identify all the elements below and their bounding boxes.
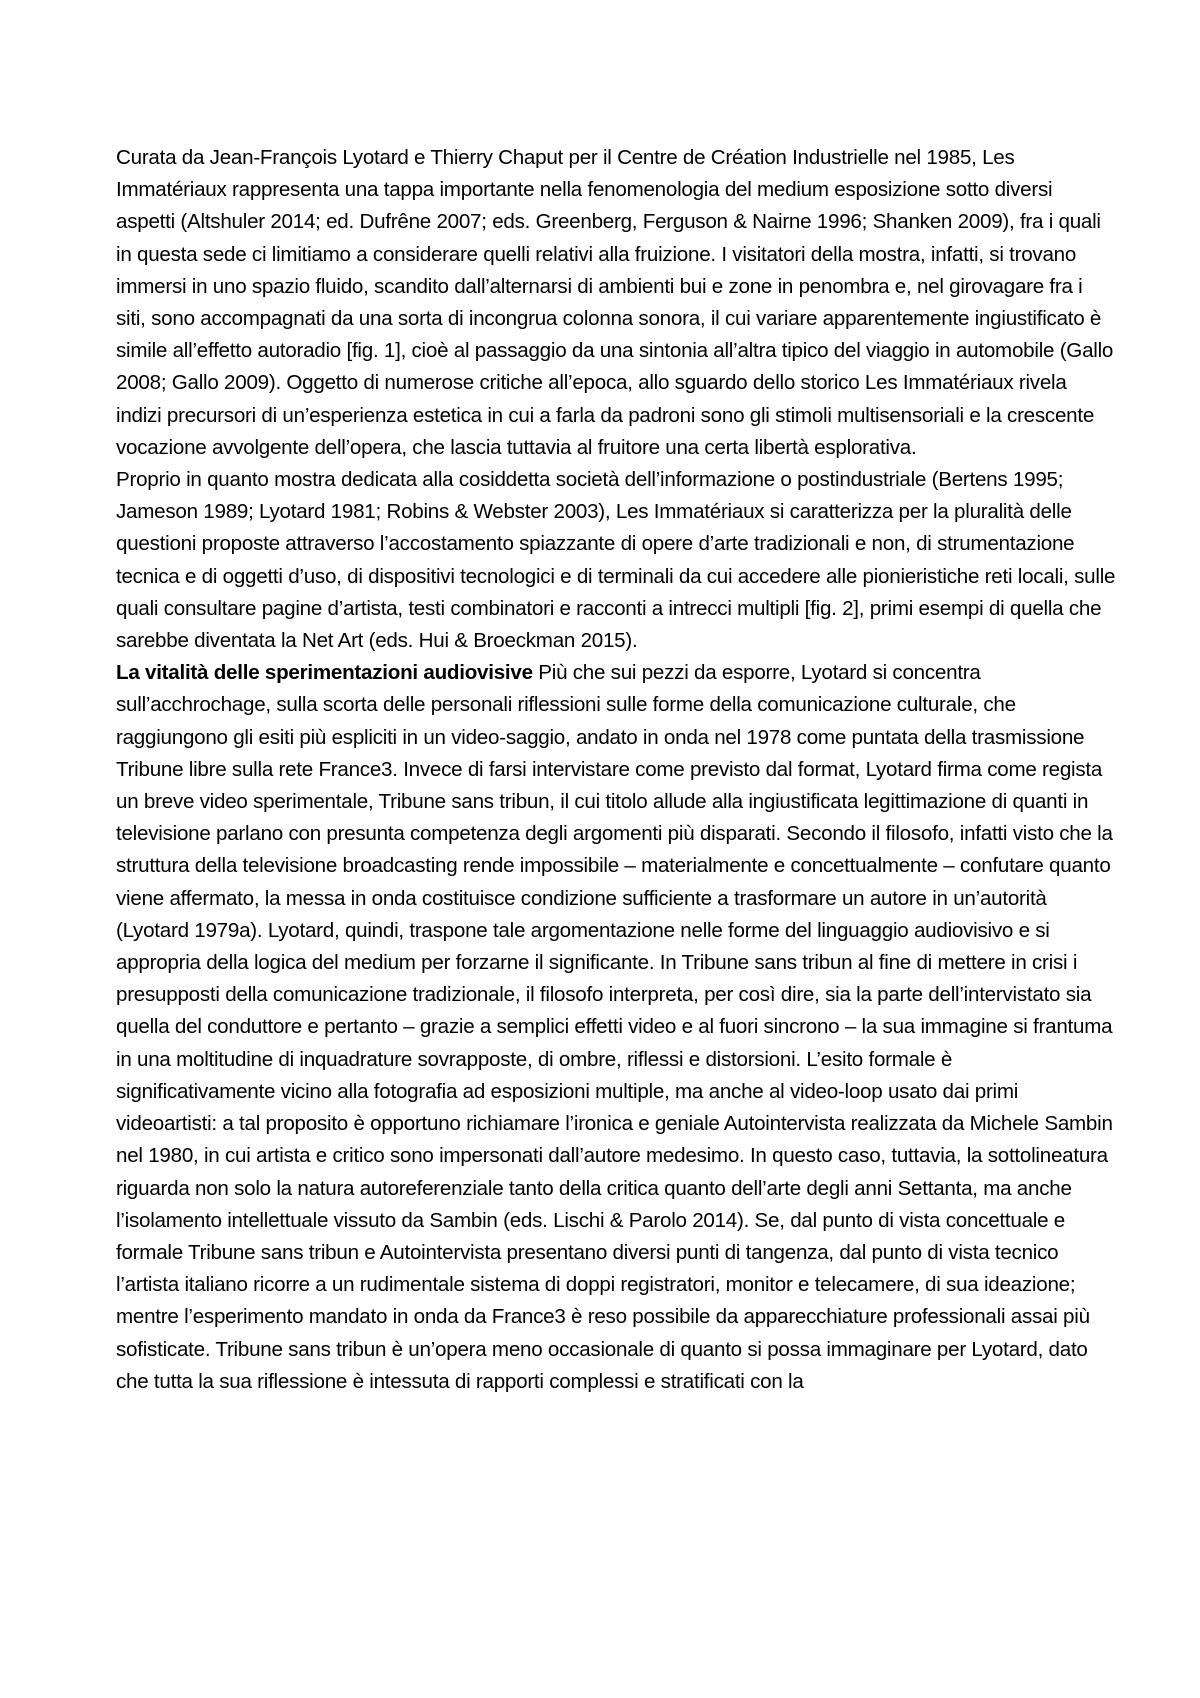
section-heading: La vitalità delle sperimentazioni audiovisive xyxy=(116,661,533,685)
paragraph-audiovisual-experiments xyxy=(116,657,1116,1398)
document-page xyxy=(116,142,1116,1398)
paragraph-les-immateriaux-intro: Curata da Jean-François Lyotard e Thierry Chaput per il Centre de Création Industrielle nel 1985, Les Immatériaux rappresenta una tappa importante nella fenomenologia del medium esposizione sotto diversi aspetti (Altshuler 2014; ed. Dufrêne 2007; eds. Greenberg, Ferguson & Nairne 1996; Shanken 2009), fra i quali in questa sede ci limitiamo a considerare quelli relativi alla fruizione. I visitatori della mostra, infatti, si trovano immersi in uno spazio fluido, scandito dall’alternarsi di ambienti bui e zone in penombra e, nel girovagare fra i siti, sono accompagnati da una sorta di incongrua colonna sonora, il cui variare apparentemente ingiustificato è simile all’effetto autoradio [fig. 1], cioè al passaggio da una sintonia all’altra tipico del viaggio in automobile (Gallo 2008; Gallo 2009). Oggetto di numerose critiche all’epoca, allo sguardo dello storico Les Immatériaux rivela indizi precursori di un’esperienza estetica in cui a farla da padroni sono gli stimoli multisensoriali e la crescente vocazione avvolgente dell’opera, che lascia tuttavia al fruitore una certa libertà esplorativa. xyxy=(116,146,1114,459)
paragraph-body: Più che sui pezzi da esporre, Lyotard si concentra sull’acchrochage, sulla scorta delle personali riflessioni sulle forme della comunicazione culturale, che raggiungono gli esiti più espliciti in un video-saggio, andato in onda nel 1978 come puntata della trasmissione Tribune libre sulla rete France3. Invece di farsi intervistare come previsto dal format, Lyotard firma come regista un breve video sperimentale, Tribune sans tribun, il cui titolo allude alla ingiustificata legittimazione di quanti in televisione parlano con presunta competenza degli argomenti più disparati. Secondo il filosofo, infatti visto che la struttura della televisione broadcasting rende impossibile – materialmente e concettualmente – confutare quanto viene affermato, la messa in onda costituisce condizione sufficiente a trasformare un autore in un’autorità (Lyotard 1979a). Lyotard, quindi, traspone tale argomentazione nelle forme del linguaggio audiovisivo e si appropria della logica del medium per forzarne il significante. In Tribune sans tribun al fine di mettere in crisi i presupposti della comunicazione tradizionale, il filosofo interpreta, per così dire, sia la parte dell’intervistato sia quella del conduttore e pertanto – grazie a semplici effetti video e al fuori sincrono – la sua immagine si frantuma in una moltitudine di inquadrature sovrapposte, di ombre, riflessi e distorsioni. L’esito formale è significativamente vicino alla fotografia ad esposizioni multiple, ma anche al video-loop usato dai primi videoartisti: a tal proposito è opportuno richiamare l’ironica e geniale Autointervista realizzata da Michele Sambin nel 1980, in cui artista e critico sono impersonati dall’autore medesimo. In questo caso, tuttavia, la sottolineatura riguarda non solo la natura autoreferenziale tanto della critica quanto dell’arte degli anni Settanta, ma anche l’isolamento intellettuale vissuto da Sambin (eds. Lischi & Parolo 2014). Se, dal punto di vista concettuale e formale Tribune sans tribun e Autointervista presentano diversi punti di tangenza, dal punto di vista tecnico l’artista italiano ricorre a un rudimentale sistema di doppi registratori, monitor e telecamere, di sua ideazione; mentre l’esperimento mandato in onda da France3 è reso possibile da apparecchiature professionali assai più sofisticate. Tribune sans tribun è un’opera meno occasionale di quanto si possa immaginare per Lyotard, dato che tutta la sua riflessione è intessuta di rapporti complessi e stratificati con la xyxy=(116,661,1113,1393)
paragraph-information-society: Proprio in quanto mostra dedicata alla cosiddetta società dell’informazione o postindustriale (Bertens 1995; Jameson 1989; Lyotard 1981; Robins & Webster 2003), Les Immatériaux si caratterizza per la pluralità delle questioni proposte attraverso l’accostamento spiazzante di opere d’arte tradizionali e non, di strumentazione tecnica e di oggetti d’uso, di dispositivi tecnologici e di terminali da cui accedere alle pionieristiche reti locali, sulle quali consultare pagine d’artista, testi combinatori e racconti a intrecci multipli [fig. 2], primi esempi di quella che sarebbe diventata la Net Art (eds. Hui & Broeckman 2015). xyxy=(116,468,1116,653)
